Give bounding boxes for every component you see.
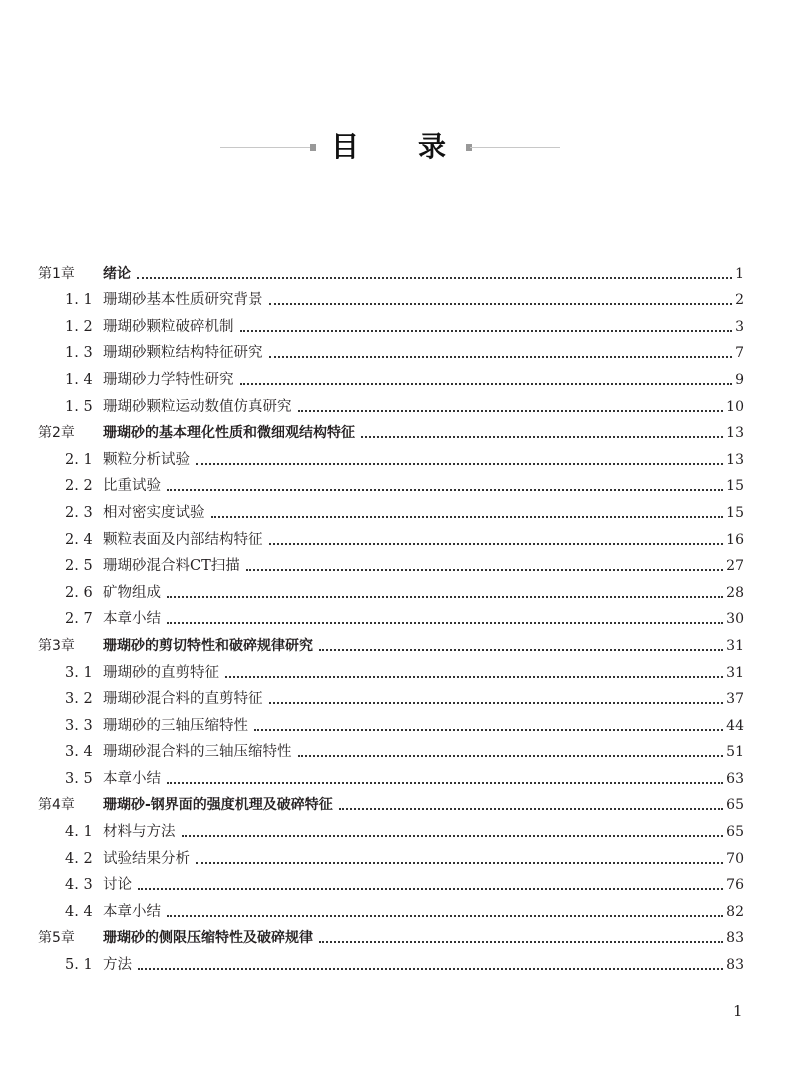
dot-leader <box>167 622 723 624</box>
entry-title: 方法 <box>103 957 132 974</box>
entry-number: 1. 2 <box>65 318 93 335</box>
toc-chapter-entry[interactable] <box>38 630 744 657</box>
dot-leader <box>138 888 723 890</box>
dot-leader <box>319 941 723 943</box>
toc-chapter-entry[interactable] <box>38 418 744 445</box>
entry-title: 珊瑚砂颗粒运动数值仿真研究 <box>103 398 292 415</box>
entry-title: 矿物组成 <box>103 584 161 601</box>
toc-heading <box>0 128 790 168</box>
dot-leader <box>269 303 733 305</box>
dot-leader <box>167 596 723 598</box>
heading-rule-right <box>470 147 560 148</box>
entry-title: 珊瑚砂力学特性研究 <box>103 371 234 388</box>
entry-number: 1. 5 <box>65 398 93 415</box>
dot-leader <box>182 835 724 837</box>
entry-page: 3 <box>735 318 744 335</box>
toc-section-entry[interactable] <box>38 949 744 976</box>
entry-page: 51 <box>726 744 744 761</box>
entry-number: 第3章 <box>38 637 75 654</box>
entry-number: 3. 2 <box>65 691 93 708</box>
entry-number: 2. 5 <box>65 558 93 575</box>
toc-chapter-entry[interactable] <box>38 790 744 817</box>
entry-title: 比重试验 <box>103 478 161 495</box>
toc-section-entry[interactable] <box>38 551 744 578</box>
entry-page: 10 <box>726 398 744 415</box>
entry-title: 试验结果分析 <box>103 850 190 867</box>
toc-section-entry[interactable] <box>38 816 744 843</box>
dot-leader <box>196 463 723 465</box>
entry-number: 2. 3 <box>65 504 93 521</box>
entry-number: 4. 3 <box>65 877 93 894</box>
dot-leader <box>269 543 724 545</box>
toc-section-entry[interactable] <box>38 684 744 711</box>
entry-page: 82 <box>726 903 744 920</box>
entry-page: 76 <box>726 877 744 894</box>
dot-leader <box>254 729 723 731</box>
dot-leader <box>361 436 723 438</box>
entry-number: 第5章 <box>38 930 75 947</box>
toc-section-entry[interactable] <box>38 391 744 418</box>
entry-title: 本章小结 <box>103 611 161 628</box>
dot-leader <box>240 330 733 332</box>
entry-number: 第2章 <box>38 425 75 442</box>
page-number: 1 <box>733 1002 743 1020</box>
toc-section-entry[interactable] <box>38 710 744 737</box>
toc-chapter-entry[interactable] <box>38 258 744 285</box>
dot-leader <box>269 702 724 704</box>
toc-section-entry[interactable] <box>38 524 744 551</box>
dot-leader <box>339 808 723 810</box>
entry-title: 珊瑚砂的剪切特性和破碎规律研究 <box>103 637 313 654</box>
entry-number: 3. 5 <box>65 770 93 787</box>
entry-title: 珊瑚砂混合料CT扫描 <box>103 558 240 575</box>
entry-page: 83 <box>726 930 744 947</box>
dot-leader <box>167 915 723 917</box>
entry-title: 珊瑚砂的三轴压缩特性 <box>103 717 248 734</box>
entry-title: 珊瑚砂混合料的直剪特征 <box>103 691 263 708</box>
dot-leader <box>167 489 723 491</box>
entry-number: 5. 1 <box>65 957 93 974</box>
toc-section-entry[interactable] <box>38 364 744 391</box>
entry-title: 珊瑚砂的侧限压缩特性及破碎规律 <box>103 930 313 947</box>
entry-number: 第1章 <box>38 265 75 282</box>
entry-page: 65 <box>726 824 744 841</box>
heading-rule-left <box>220 147 310 148</box>
entry-title: 本章小结 <box>103 903 161 920</box>
toc-section-entry[interactable] <box>38 444 744 471</box>
entry-number: 3. 3 <box>65 717 93 734</box>
toc-section-entry[interactable] <box>38 471 744 498</box>
entry-number: 1. 3 <box>65 345 93 362</box>
heading-char: 录 <box>418 130 447 163</box>
entry-title: 珊瑚砂的直剪特征 <box>103 664 219 681</box>
dot-leader <box>240 383 733 385</box>
toc-section-entry[interactable] <box>38 843 744 870</box>
dot-leader <box>319 649 723 651</box>
entry-title: 绪论 <box>103 265 131 282</box>
entry-number: 4. 4 <box>65 903 93 920</box>
dot-leader <box>138 968 723 970</box>
entry-title: 珊瑚砂-钢界面的强度机理及破碎特征 <box>103 797 333 814</box>
entry-number: 第4章 <box>38 797 75 814</box>
entry-page: 31 <box>726 637 744 654</box>
toc-section-entry[interactable] <box>38 763 744 790</box>
toc-section-entry[interactable] <box>38 870 744 897</box>
toc-section-entry[interactable] <box>38 497 744 524</box>
entry-page: 2 <box>735 292 744 309</box>
table-of-contents <box>38 258 744 976</box>
toc-section-entry[interactable] <box>38 657 744 684</box>
toc-section-entry[interactable] <box>38 311 744 338</box>
toc-section-entry[interactable] <box>38 604 744 631</box>
entry-number: 2. 7 <box>65 611 93 628</box>
entry-title: 本章小结 <box>103 770 161 787</box>
entry-title: 珊瑚砂基本性质研究背景 <box>103 292 263 309</box>
entry-title: 颗粒分析试验 <box>103 451 190 468</box>
entry-page: 7 <box>735 345 744 362</box>
dot-leader <box>211 516 724 518</box>
entry-page: 65 <box>726 797 744 814</box>
entry-number: 4. 2 <box>65 850 93 867</box>
dot-leader <box>298 410 724 412</box>
entry-number: 2. 6 <box>65 584 93 601</box>
entry-page: 9 <box>735 371 744 388</box>
entry-page: 83 <box>726 957 744 974</box>
entry-number: 1. 1 <box>65 292 93 309</box>
entry-page: 63 <box>726 770 744 787</box>
toc-section-entry[interactable] <box>38 285 744 312</box>
toc-section-entry[interactable] <box>38 577 744 604</box>
entry-title: 讨论 <box>103 877 132 894</box>
heading-ornament-left <box>310 144 316 151</box>
entry-title: 珊瑚砂颗粒破碎机制 <box>103 318 234 335</box>
entry-number: 3. 1 <box>65 664 93 681</box>
entry-page: 28 <box>726 584 744 601</box>
entry-number: 3. 4 <box>65 744 93 761</box>
entry-number: 1. 4 <box>65 371 93 388</box>
entry-page: 16 <box>726 531 744 548</box>
entry-page: 27 <box>726 558 744 575</box>
dot-leader <box>298 755 724 757</box>
toc-section-entry[interactable] <box>38 737 744 764</box>
entry-page: 15 <box>726 504 744 521</box>
entry-title: 相对密实度试验 <box>103 504 205 521</box>
entry-title: 材料与方法 <box>103 824 176 841</box>
entry-number: 4. 1 <box>65 824 93 841</box>
dot-leader <box>269 356 733 358</box>
entry-page: 1 <box>735 265 744 282</box>
dot-leader <box>196 862 723 864</box>
toc-section-entry[interactable] <box>38 338 744 365</box>
entry-page: 13 <box>726 425 744 442</box>
entry-page: 31 <box>726 664 744 681</box>
dot-leader <box>137 277 732 279</box>
entry-title: 珊瑚砂的基本理化性质和微细观结构特征 <box>103 425 355 442</box>
heading-char: 目 <box>331 130 360 163</box>
entry-title: 颗粒表面及内部结构特征 <box>103 531 263 548</box>
entry-title: 珊瑚砂混合料的三轴压缩特性 <box>103 744 292 761</box>
entry-number: 2. 1 <box>65 451 93 468</box>
entry-page: 13 <box>726 451 744 468</box>
entry-title: 珊瑚砂颗粒结构特征研究 <box>103 345 263 362</box>
toc-section-entry[interactable] <box>38 896 744 923</box>
entry-page: 15 <box>726 478 744 495</box>
dot-leader <box>246 569 723 571</box>
dot-leader <box>225 676 723 678</box>
entry-page: 37 <box>726 691 744 708</box>
dot-leader <box>167 782 723 784</box>
toc-chapter-entry[interactable] <box>38 923 744 950</box>
entry-page: 44 <box>726 717 744 734</box>
entry-page: 70 <box>726 850 744 867</box>
entry-number: 2. 2 <box>65 478 93 495</box>
entry-page: 30 <box>726 611 744 628</box>
entry-number: 2. 4 <box>65 531 93 548</box>
